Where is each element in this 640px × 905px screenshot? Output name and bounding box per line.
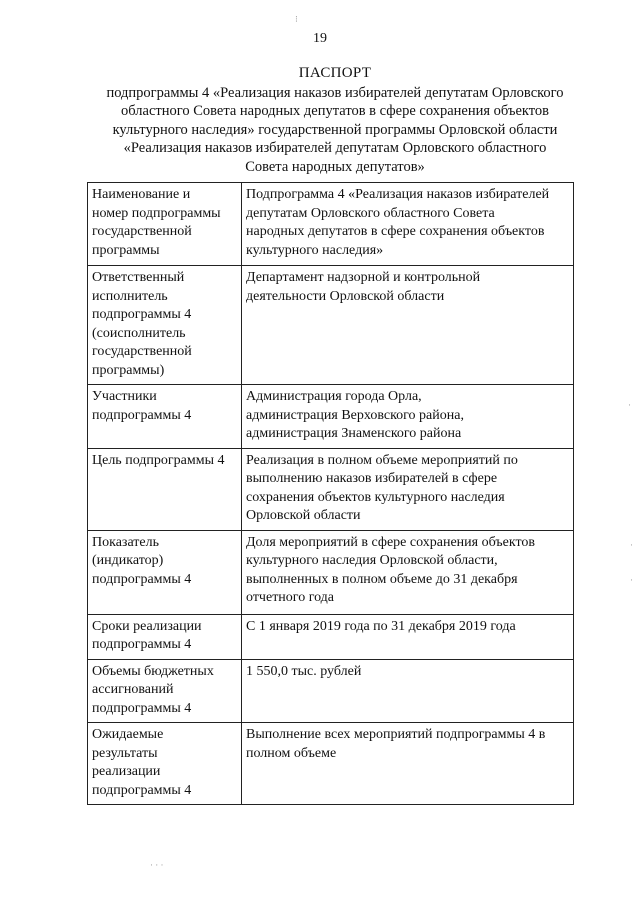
label-line: Цель подпрограммы 4 — [92, 452, 225, 468]
title-line: культурного наследия» государственной программы Орловской области — [112, 121, 558, 138]
page-number: 19 — [313, 31, 327, 46]
value-line: культурного наследия Орловской области, — [246, 553, 498, 568]
label-line: подпрограммы 4 — [92, 782, 192, 798]
title-line: «Реализация наказов избирателей депутатам Орловского областного — [123, 140, 547, 156]
row-label-cell — [88, 530, 242, 614]
value-line: администрация Знаменского района — [246, 426, 462, 441]
table-row — [88, 723, 574, 805]
row-label-cell — [88, 448, 242, 530]
row-label-cell — [88, 183, 242, 266]
label-line: подпрограммы 4 — [92, 637, 192, 652]
label-line: Сроки реализации — [92, 618, 202, 634]
value-line: деятельности Орловской области — [246, 288, 445, 304]
row-value-cell — [242, 385, 574, 449]
row-value-cell — [242, 659, 574, 723]
table-row — [88, 448, 574, 530]
passport-title — [80, 64, 590, 176]
label-line: результаты — [92, 745, 158, 761]
label-line: (индикатор) — [92, 553, 164, 568]
label-line: Показатель — [92, 534, 159, 550]
scan-speck: · — [630, 540, 633, 550]
value-line: 1 550,0 тыс. рублей — [246, 663, 362, 679]
value-line: администрация Верховского района, — [246, 407, 464, 423]
table-row — [88, 659, 574, 723]
value-line: Реализация в полном объеме мероприятий по — [246, 452, 518, 468]
label-line: подпрограммы 4 — [92, 407, 192, 423]
row-label-cell — [88, 614, 242, 659]
value-line: Доля мероприятий в сфере сохранения объектов — [246, 534, 535, 550]
label-line: подпрограммы 4 — [92, 571, 192, 587]
label-line: подпрограммы 4 — [92, 307, 192, 322]
value-line: полном объеме — [246, 745, 337, 761]
label-line: Наименование и — [92, 187, 191, 202]
label-line: исполнитель — [92, 288, 168, 304]
label-line: программы — [92, 242, 160, 258]
value-line: депутатам Орловского областного Совета — [246, 205, 495, 221]
value-line: Орловской области — [246, 508, 361, 523]
scan-speck: ⁝ — [295, 14, 298, 24]
table-row — [88, 266, 574, 385]
value-line: С 1 января 2019 года по 31 декабря 2019 года — [246, 618, 516, 634]
label-line: государственной — [92, 224, 192, 239]
label-line: ассигнований — [92, 682, 174, 697]
row-label-cell — [88, 723, 242, 805]
title-line: подпрограммы 4 «Реализация наказов избирателей депутатам Орловского — [106, 84, 564, 101]
scan-speck: · — [630, 575, 633, 585]
value-line: выполнению наказов избирателей в сфере — [246, 471, 498, 486]
label-line: Участники — [92, 389, 157, 404]
passport-heading: ПАСПОРТ — [298, 65, 372, 81]
value-line: народных депутатов в сфере сохранения объектов — [246, 224, 545, 239]
title-line: Совета народных депутатов» — [245, 158, 425, 175]
table-row — [88, 183, 574, 266]
value-line: Подпрограмма 4 «Реализация наказов избирателей — [246, 187, 550, 202]
value-line: Администрация города Орла, — [246, 389, 422, 404]
label-line: (соисполнитель — [92, 325, 186, 341]
value-line: сохранения объектов культурного наследия — [246, 489, 505, 505]
label-line: подпрограммы 4 — [92, 700, 192, 716]
table-row — [88, 385, 574, 449]
table-row — [88, 614, 574, 659]
scan-speck: · · · — [150, 860, 164, 870]
row-label-cell — [88, 266, 242, 385]
label-line: реализации — [92, 764, 161, 779]
row-value-cell — [242, 448, 574, 530]
row-label-cell — [88, 385, 242, 449]
row-value-cell — [242, 266, 574, 385]
scan-speck: · — [628, 400, 631, 410]
table-row — [88, 530, 574, 614]
label-line: номер подпрограммы — [92, 205, 221, 221]
value-line: отчетного года — [246, 590, 335, 605]
value-line: культурного наследия» — [246, 242, 384, 258]
label-line: программы) — [92, 362, 165, 378]
label-line: государственной — [92, 344, 192, 359]
passport-table — [87, 182, 574, 805]
row-value-cell — [242, 183, 574, 266]
row-value-cell — [242, 530, 574, 614]
label-line: Ожидаемые — [92, 727, 164, 742]
value-line: Выполнение всех мероприятий подпрограммы 4 в — [246, 727, 546, 742]
row-value-cell — [242, 723, 574, 805]
row-value-cell — [242, 614, 574, 659]
value-line: Департамент надзорной и контрольной — [246, 270, 481, 285]
row-label-cell — [88, 659, 242, 723]
value-line: выполненных в полном объеме до 31 декабря — [246, 571, 518, 587]
label-line: Объемы бюджетных — [92, 663, 214, 679]
title-line: областного Совета народных депутатов в сфере сохранения объектов — [121, 103, 549, 119]
label-line: Ответственный — [92, 270, 185, 285]
